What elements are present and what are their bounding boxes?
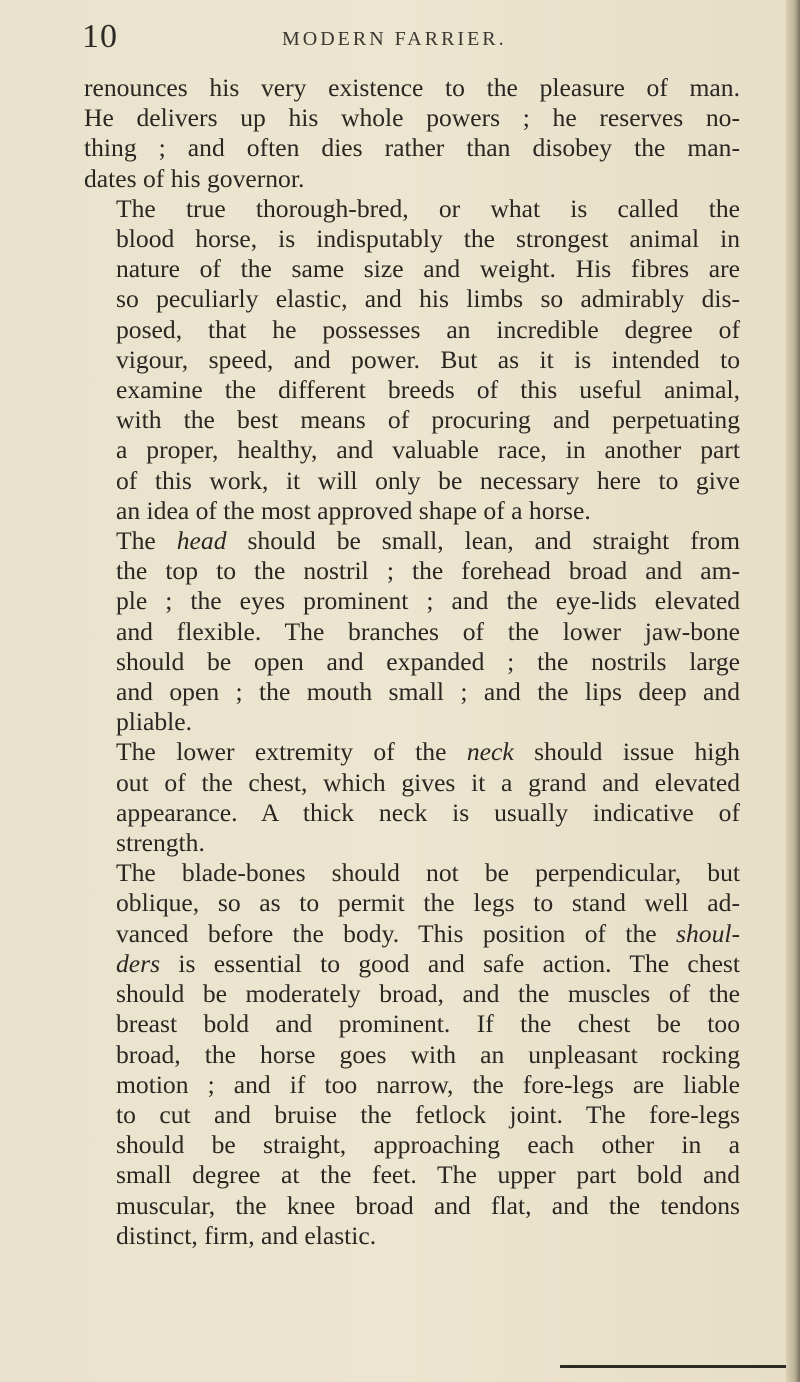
bottom-edge-line xyxy=(560,1365,786,1368)
italic-term: ders xyxy=(116,948,161,978)
italic-term: head xyxy=(176,526,227,556)
text-line: with the best means of procuring and perpetuating xyxy=(116,405,740,435)
text-line: strength. xyxy=(116,828,205,858)
line-text-after: should be small, lean, and straight from xyxy=(226,526,740,556)
paragraph xyxy=(84,858,740,1251)
text-line: distinct, firm, and elastic. xyxy=(116,1220,377,1250)
body-text xyxy=(84,73,740,1251)
page-edge-shadow xyxy=(786,0,800,1382)
line-text-before: vanced before the body. This position of the xyxy=(116,918,677,948)
text-line: oblique, so as to permit the legs to stand well ad- xyxy=(116,888,740,918)
text-line: broad, the horse goes with an unpleasant rocking xyxy=(116,1039,740,1069)
text-line: posed, that he possesses an incredible degree of xyxy=(116,314,740,344)
italic-term: neck xyxy=(466,737,514,767)
paragraph xyxy=(84,737,740,858)
text-line: ple ; the eyes prominent ; and the eye-lids elevated xyxy=(116,586,740,616)
text-line: examine the different breeds of this useful animal, xyxy=(116,375,740,405)
text-line: and open ; the mouth small ; and the lips deep and xyxy=(116,677,740,707)
text-line: of this work, it will only be necessary here to give xyxy=(116,465,740,495)
line-text-before: The xyxy=(116,526,177,556)
text-line: blood horse, is indisputably the strongest animal in xyxy=(116,224,740,254)
text-line: the top to the nostril ; the forehead broad and am- xyxy=(116,556,740,586)
text-line: small degree at the feet. The upper part bold and xyxy=(116,1160,740,1190)
text-line: motion ; and if too narrow, the fore-legs are liable xyxy=(116,1069,740,1099)
text-line: vigour, speed, and power. But as it is intended to xyxy=(116,344,740,374)
line-text-before: The lower extremity of the xyxy=(116,737,467,767)
line-text-after: should issue high xyxy=(513,737,740,767)
text-line: breast bold and prominent. If the chest be too xyxy=(116,1009,740,1039)
paragraph xyxy=(84,194,740,526)
text-line: dates of his governor. xyxy=(84,163,305,193)
text-line: nature of the same size and weight. His fibres are xyxy=(116,254,740,284)
text-line xyxy=(84,737,740,767)
text-line: so peculiarly elastic, and his limbs so admirably dis- xyxy=(116,284,740,314)
text-line: renounces his very existence to the pleasure of man. xyxy=(84,73,740,102)
text-line: thing ; and often dies rather than disobey the man- xyxy=(84,133,740,163)
text-line: to cut and bruise the fetlock joint. The fore-legs xyxy=(116,1099,740,1129)
text-line: should be straight, approaching each other in a xyxy=(116,1130,740,1160)
paragraph xyxy=(84,526,740,737)
page-number: 10 xyxy=(82,18,118,55)
text-line: appearance. A thick neck is usually indicative of xyxy=(116,797,740,827)
running-title: MODERN FARRIER. xyxy=(282,28,507,50)
page-header xyxy=(0,18,800,58)
text-line: out of the chest, which gives it a grand and elevated xyxy=(116,767,740,797)
text-line: pliable. xyxy=(116,707,193,737)
text-line: should be moderately broad, and the muscles of the xyxy=(116,979,740,1009)
text-line: The blade-bones should not be perpendicular, but xyxy=(116,858,740,888)
text-line: should be open and expanded ; the nostrils large xyxy=(116,646,740,676)
text-line: He delivers up his whole powers ; he reserves no- xyxy=(84,103,740,133)
text-line: a proper, healthy, and valuable race, in another part xyxy=(116,435,740,465)
italic-term: shoul- xyxy=(676,918,740,948)
text-line: muscular, the knee broad and flat, and the tendons xyxy=(116,1190,740,1220)
text-line xyxy=(84,919,740,949)
line-text-after: is essential to good and safe action. The chest xyxy=(160,948,740,978)
text-line xyxy=(84,949,740,979)
text-line xyxy=(84,526,740,556)
paragraph xyxy=(84,73,740,194)
text-line: an idea of the most approved shape of a horse. xyxy=(116,495,591,525)
text-line: The true thorough-bred, or what is called the xyxy=(116,193,740,223)
text-line: and flexible. The branches of the lower jaw-bone xyxy=(116,616,740,646)
